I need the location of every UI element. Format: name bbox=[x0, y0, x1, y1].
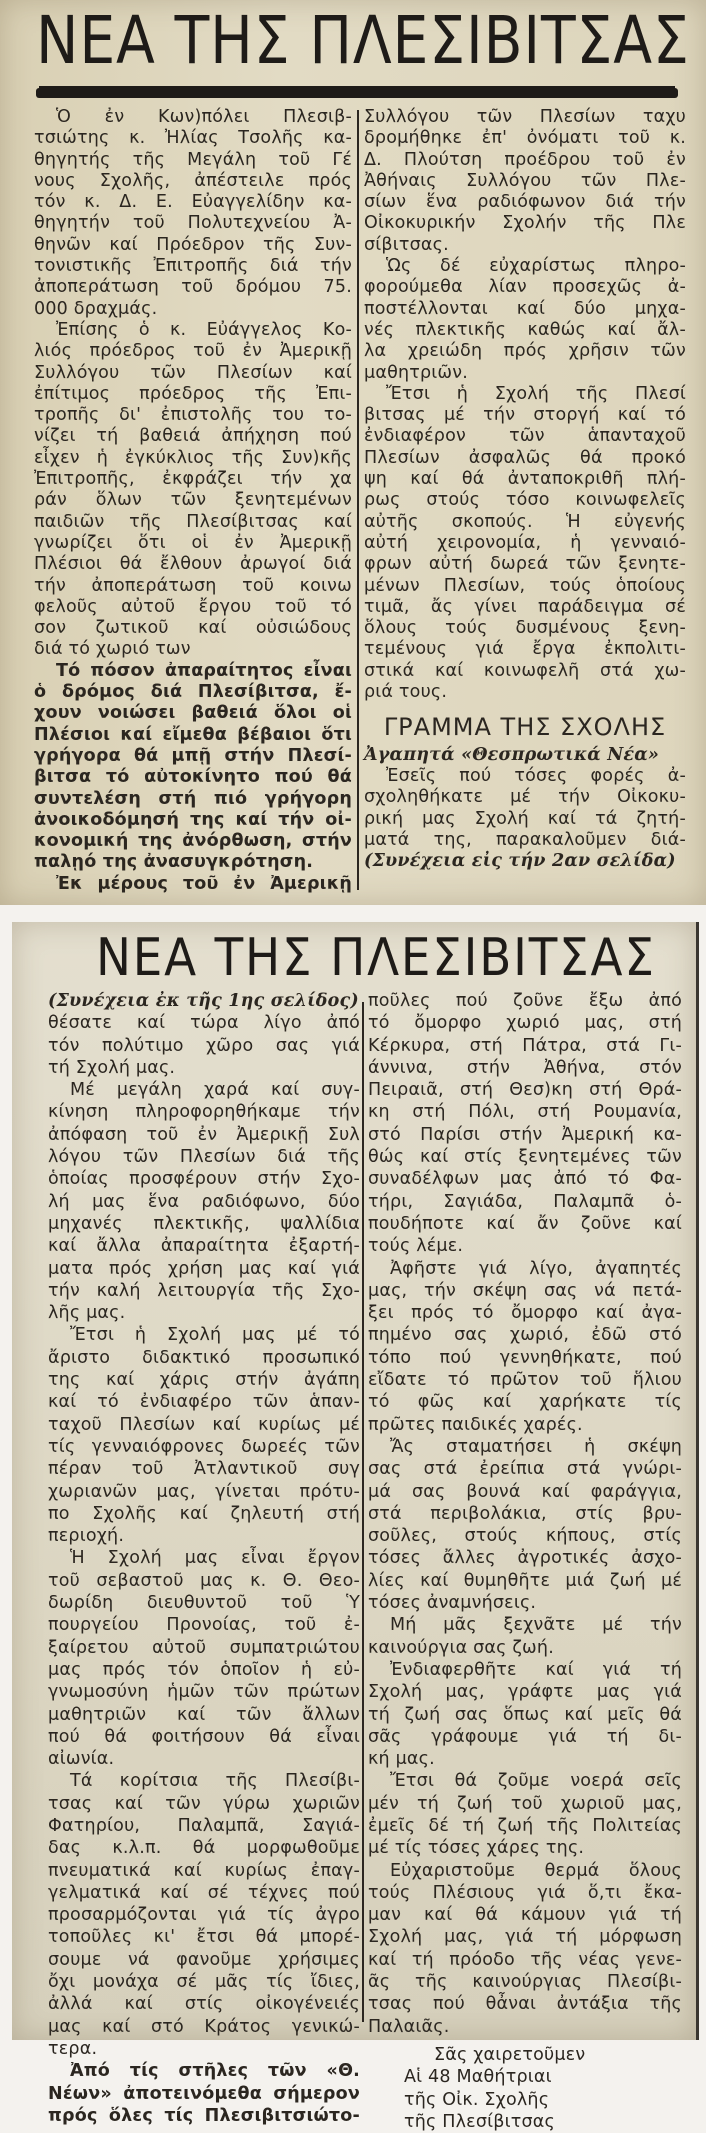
text-line: καινούργια σας ζωή. bbox=[368, 1637, 554, 1658]
text-line: πνευματικά καί κυρίως ἐπαγ- bbox=[48, 1860, 360, 1881]
text-line: πέραν τοῦ Ἀτλαντικοῦ συγ bbox=[48, 1459, 360, 1480]
paragraph bbox=[48, 1770, 360, 2060]
text-line: Σχολή μας, γιά τή μόρφωση bbox=[368, 1927, 682, 1948]
text-line: ὁ δρόμος διά Πλεσίβιτσα, ἔ- bbox=[34, 682, 352, 703]
paragraph bbox=[48, 1324, 360, 1547]
text-line: λίες καί θυμηθῆτε μιά ζωή μέ bbox=[368, 1570, 682, 1591]
text-line: μας πρός τόν ὁποῖον ἡ εὐ- bbox=[48, 1659, 360, 1680]
text-line: Σχολή μας, γράφτε μας γιά bbox=[368, 1682, 682, 1703]
text-line: βιτσα τό αὐτοκίνητο πού θά bbox=[34, 767, 352, 788]
text-line: ματα πρός χρήση μας καί γιά bbox=[48, 1258, 360, 1279]
paragraph bbox=[34, 107, 352, 320]
text-line: ἀποπεράτωση τοῦ δρόμου 75. bbox=[34, 277, 352, 298]
text-line: θηνῶν καί Πρόεδρον τῆς Συν- bbox=[34, 234, 352, 255]
text-line: σχοληθήκατε μέ τήν Οἰκοκυ- bbox=[364, 787, 686, 808]
text-line: Εὐχαριστοῦμε θερμά ὅλους bbox=[390, 1860, 682, 1881]
text-line: γνωμοσύνη ἡμῶν τῶν πρώτων bbox=[48, 1682, 360, 1703]
text-line: Τό πόσον ἀπαραίτητος εἶναι bbox=[56, 660, 352, 681]
paragraph bbox=[364, 107, 686, 256]
text-line: κίνηση πληροφορηθήκαμε τήν bbox=[48, 1102, 360, 1123]
text-line: τροπῆς δι' ἐπιστολῆς του το- bbox=[34, 405, 352, 426]
paragraph bbox=[48, 1547, 360, 1770]
text-line: σουμε νά φανοῦμε χρήσιμες bbox=[48, 1949, 360, 1970]
paragraph bbox=[368, 1770, 682, 1859]
text-line: πρῶτες παιδικές χαρές. bbox=[368, 1414, 583, 1435]
paragraph bbox=[364, 766, 686, 851]
text-line: αἰωνία. bbox=[48, 1749, 115, 1770]
column-left bbox=[34, 107, 352, 895]
text-line: μας καί στό Κράτος γενικώ- bbox=[48, 2016, 360, 2037]
text-line: ταχοῦ Πλεσίων καί κυρίως μέ bbox=[48, 1414, 360, 1435]
text-line: 000 δραχμάς. bbox=[34, 298, 158, 319]
text-line: τόπο πού γεννηθήκατε, πού bbox=[368, 1347, 682, 1368]
italic-note bbox=[364, 745, 686, 766]
text-line: Ἀφῆστε γιά λίγο, ἀγαπητές bbox=[390, 1258, 682, 1279]
text-line: τόσες ἀναμνήσεις. bbox=[368, 1593, 537, 1614]
paragraph bbox=[368, 1860, 682, 2038]
text-line: τσιώτης κ. Ἠλίας Τσολῆς κα- bbox=[34, 128, 352, 149]
text-line: ἐπίτιμος πρόεδρος τῆς Ἐπι- bbox=[34, 383, 352, 404]
text-line: τό φῶς καί χαρήκατε τίς bbox=[368, 1392, 682, 1413]
text-line: κονομική της ἀνόρθωση, στήν bbox=[34, 831, 352, 852]
text-line: πρός ὅλες τίς Πλεσιβιτσιώτο- bbox=[48, 2105, 360, 2126]
text-line: νές πλεκτικῆς καθώς καί ἄλ- bbox=[364, 319, 686, 340]
text-line: δρομήθηκε ἐπ' ὀνόματι τοῦ κ. bbox=[364, 128, 686, 149]
text-line: ράν ὅλων τῶν ξενητεμένων bbox=[34, 490, 352, 511]
paragraph bbox=[34, 874, 352, 895]
text-line: ᾶς τῆς καινούργιας Πλεσίβι- bbox=[368, 1972, 682, 1993]
text-line: (Συνέχεια ἐκ τῆς 1ης σελίδος) bbox=[48, 991, 359, 1011]
text-line: αὐτῆς σκοπούς. Ἡ εὐγενής bbox=[364, 511, 686, 532]
text-line: Ἀθήναις Συλλόγου τῶν Πλε- bbox=[364, 170, 686, 191]
text-line: μαν καί θά κάμουν γιά τή bbox=[368, 1905, 682, 1926]
text-line: Ἔτσι ἡ Σχολή τῆς Πλεσί bbox=[386, 383, 686, 404]
text-line: Οἰκοκυρικήν Σχολήν τῆς Πλε bbox=[364, 213, 686, 234]
text-line: μαθητριῶν. bbox=[364, 362, 469, 383]
text-line: Πλεσίων ἀσφαλῶς θά προκό bbox=[364, 447, 686, 468]
text-line: τοποῦλες κι' ἔτσι θά μπορέ- bbox=[48, 1927, 360, 1948]
text-line: συντελέση στή πιό γρήγορη bbox=[34, 788, 352, 809]
text-line: Ὁ ἐν Κων)πόλει Πλεσιβ- bbox=[56, 107, 352, 127]
text-line: Πλέσιοι καί εἴμεθα βέβαιοι ὅτι bbox=[34, 724, 352, 745]
text-line: Πλέσιοι θά ἔλθουν ἀρωγοί διά bbox=[34, 554, 352, 575]
text-line: στό Παρίσι στήν Ἀμερική κα- bbox=[368, 1124, 682, 1145]
text-line: Ἡ Σχολή μας εἶναι ἔργον bbox=[70, 1548, 360, 1569]
text-line: Ἐσεῖς πού τόσες φορές ἀ- bbox=[386, 765, 686, 786]
text-line: βιτσας μέ τήν στοργή καί τό bbox=[364, 405, 686, 426]
text-line: Ἐκ μέρους τοῦ ἐν Ἀμερικῇ bbox=[56, 873, 352, 894]
text-line: Μή μᾶς ξεχνᾶτε μέ τήν bbox=[390, 1615, 682, 1636]
text-line: μά σας βουνά καί φαράγγια, bbox=[368, 1481, 682, 1502]
text-line: Κέρκυρα, στή Πάτρα, στά Γι- bbox=[368, 1035, 682, 1056]
text-line: ξαίρετου αὐτοῦ συμπατριώτου bbox=[48, 1637, 360, 1658]
text-line: λή μας ἕνα ραδιόφωνο, δύο bbox=[48, 1191, 360, 1212]
masthead-title: ΝΕΑ ΤΗΣ ΠΛΕΣΙΒΙΤΣΑΣ bbox=[36, 2, 690, 79]
text-line: ποῦλες πού ζοῦνε ἔξω ἀπό bbox=[368, 991, 682, 1011]
paragraph bbox=[368, 990, 682, 1258]
paragraph bbox=[364, 256, 686, 384]
text-line: τερα. bbox=[48, 2038, 98, 2059]
text-line: περιοχή. bbox=[48, 1526, 125, 1547]
clipping-page-1 bbox=[0, 0, 706, 905]
text-line: Ἔτσι ἡ Σχολή μας μέ τό bbox=[70, 1325, 360, 1346]
text-line: φορούμεθα λίαν προσεχῶς ἀ- bbox=[364, 277, 686, 298]
text-line: τεμένους γιά ἔργα ἐκπολιτι- bbox=[364, 639, 686, 660]
text-line: Ἄς σταματήσει ἡ σκέψη bbox=[390, 1436, 682, 1457]
column-left bbox=[48, 990, 360, 2127]
text-line: σίων ἕνα ραδιόφωνον διά τήν bbox=[364, 192, 686, 213]
text-line: προσαρμόζονται γιά τίς ἀγρο bbox=[48, 1905, 360, 1926]
text-line: Πειραιᾶ, στή Θεσ)κη στή Θρά- bbox=[368, 1080, 682, 1101]
text-line: εἴδατε τό πρῶτον τοῦ ἥλιου bbox=[368, 1370, 682, 1391]
italic-note bbox=[48, 990, 360, 1012]
paragraph bbox=[48, 1079, 360, 1324]
text-line: ὁποίας προσφέρουν στήν Σχο- bbox=[48, 1169, 360, 1190]
text-line: ΓΡΑΜΜΑ ΤΗΣ ΣΧΟΛΗΣ bbox=[383, 713, 667, 742]
text-line: ρως στούς τόσο κοινωφελεῖς bbox=[364, 490, 686, 511]
text-line: λῆς μας. bbox=[48, 1303, 126, 1324]
text-line: στά περιβολάκια, στίς βρυ- bbox=[368, 1503, 682, 1524]
text-line: Ἀπό τίς στῆλες τῶν «Θ. bbox=[70, 2061, 360, 2082]
text-line: τόν πολύτιμο χῶρο σας γιά bbox=[48, 1035, 360, 1056]
text-line: τσας πού θἆναι ἀντάξια τῆς bbox=[368, 1994, 682, 2015]
text-line: της καί χάρις στήν ἀγάπη bbox=[48, 1370, 360, 1391]
text-line: Δ. Πλούτση προέδρου τοῦ ἐν bbox=[364, 149, 686, 170]
text-line: ἀνοικοδόμησή της καί τήν οἰ- bbox=[34, 809, 352, 830]
text-line: Ἔτσι θά ζοῦμε νοερά σεῖς bbox=[390, 1771, 682, 1792]
text-line: ψη καί θά ἀνταποκριθῆ πλή- bbox=[364, 469, 686, 490]
text-line: κη στή Πόλι, στή Ρουμανία, bbox=[368, 1102, 682, 1123]
text-line: τόσες ἄλλες ἀγροτικές ἀσχο- bbox=[368, 1548, 682, 1569]
text-line: Συλλόγου τῶν Πλεσίων καί bbox=[34, 362, 352, 383]
text-line: ὄχι μονάχα σέ μᾶς τίς ἴδιες, bbox=[48, 1972, 360, 1993]
text-line: ξει πρός τό ὄμορφο καί ἀγα- bbox=[368, 1303, 682, 1324]
section-heading bbox=[364, 703, 686, 744]
text-line: πού θά φοιτήσουν θά εἶναι bbox=[48, 1726, 360, 1747]
text-line: Συλλόγου τῶν Πλεσίων ταχυ bbox=[364, 107, 686, 127]
text-line: τονιστικῆς Ἐπιτροπῆς διά τήν bbox=[34, 256, 352, 277]
text-line: συναδέλφων μας ἀπό τό Φα- bbox=[368, 1169, 682, 1190]
text-line: ἀλλά καί στίς οἰκογένειές bbox=[48, 1994, 360, 2015]
text-line: μέν τή ζωή τοῦ χωριοῦ μας, bbox=[368, 1793, 682, 1814]
text-line: κή μας. bbox=[368, 1749, 435, 1770]
paragraph bbox=[368, 1659, 682, 1770]
text-line: (Συνέχεια εἰς τήν 2αν σελίδα) bbox=[364, 851, 676, 872]
text-line: θηγητής τῆς Μεγάλη τοῦ Γέ bbox=[34, 149, 352, 170]
text-line: τήν ἀποπεράτωση τοῦ κοινω bbox=[34, 575, 352, 596]
text-line: λα χρειώδη πρός χρῆσιν τῶν bbox=[364, 341, 686, 362]
text-line: πουργείου Προνοίας, τοῦ ἐ- bbox=[48, 1615, 360, 1636]
text-line: διά τό χωριό των bbox=[34, 639, 191, 660]
text-line: τούς λέμε. bbox=[368, 1236, 464, 1257]
text-line: στικά καί κοινωφελῆ στά χω- bbox=[364, 660, 686, 681]
text-line: ρική μας Σχολή καί τά ζητή- bbox=[364, 808, 686, 829]
text-line: θηγητήν τοῦ Πολυτεχνείου Ἀ- bbox=[34, 213, 352, 234]
paragraph bbox=[368, 1614, 682, 1659]
text-line: σίβιτσας. bbox=[364, 234, 449, 255]
text-line: Αἱ 48 Μαθήτριαι bbox=[404, 2067, 552, 2088]
text-line: θώς καί στίς ξενητεμένες τῶν bbox=[368, 1147, 682, 1168]
text-line: Σᾶς χαιρετοῦμεν bbox=[434, 2044, 586, 2065]
text-line: δας κ.λ.π. θά μορφωθοῦμε bbox=[48, 1838, 360, 1859]
text-line: μαθητριῶν καί τῶν ἄλλων bbox=[48, 1704, 360, 1725]
text-line: τήρι, Σαγιάδα, Παλαμπᾶ ὁ- bbox=[368, 1191, 682, 1212]
text-line: πημένο σας χωριό, ἐδῶ στό bbox=[368, 1325, 682, 1346]
masthead-title: ΝΕΑ ΤΗΣ ΠΛΕΣΙΒΙΤΣΑΣ bbox=[96, 928, 656, 988]
text-line: άννινα, στήν Ἀθήνα, στόν bbox=[368, 1057, 682, 1078]
text-line: γελματικά καί σέ τέχνες πού bbox=[48, 1882, 360, 1903]
text-line: ἄριστο διδακτικό προσωπικό bbox=[48, 1347, 360, 1368]
column-right bbox=[364, 107, 686, 872]
text-line: Ἐπίσης ὁ κ. Εὐάγγελος Κο- bbox=[56, 319, 352, 340]
text-line: τοῦ σεβαστοῦ μας κ. Θ. Θεο- bbox=[48, 1570, 360, 1591]
text-line: τῆς Οἰκ. Σχολῆς bbox=[404, 2089, 550, 2110]
paragraph bbox=[48, 1012, 360, 1079]
text-line: φρων αὐτή δωρεά τῶν ξενητε- bbox=[364, 554, 686, 575]
paragraph bbox=[368, 1436, 682, 1614]
text-line: ἐνδιαφέρον τῶν ἁπανταχοῦ bbox=[364, 426, 686, 447]
text-line: φελοῦς αὐτοῦ ἔργου τοῦ τό bbox=[34, 596, 352, 617]
text-line: τήν καλή λειτουργία τῆς Σχο- bbox=[48, 1280, 360, 1301]
column-right bbox=[368, 990, 682, 2133]
column-divider bbox=[362, 1002, 364, 2022]
text-line: μας, τήν σκέψη σας νά πετά- bbox=[368, 1280, 682, 1301]
text-line: Τά κορίτσια τῆς Πλεσίβι- bbox=[70, 1771, 360, 1792]
text-line: μένων Πλεσίων, τούς ὁποίους bbox=[364, 575, 686, 596]
text-line: ἐμεῖς δέ τή ζωή τῆς Πολιτείας bbox=[368, 1815, 682, 1836]
text-line: δωρίδη διευθυντοῦ τοῦ Ὑ bbox=[48, 1593, 360, 1614]
text-line: τῆς Πλεσίβιτσας bbox=[404, 2111, 555, 2132]
text-line: εἶχεν ἡ ἐγκύκλιος τῆς Συν)κῆς bbox=[34, 447, 352, 468]
text-line: χωριανῶν μας, γίνεται πρότυ- bbox=[48, 1481, 360, 1502]
text-line: σοῦλες, στούς κήπους, στίς bbox=[368, 1526, 682, 1547]
text-line: Μέ μεγάλη χαρά καί συγ- bbox=[70, 1080, 360, 1101]
text-line: παλῃό της ἀνασυγκρότηση. bbox=[34, 852, 314, 873]
text-line: γρήγορα θά μπῇ στήν Πλεσί- bbox=[34, 745, 352, 766]
text-line: μηχανές πλεκτικῆς, ψαλλίδια bbox=[48, 1213, 360, 1234]
text-line: λιός πρόεδρος τοῦ ἐν Ἀμερικῇ bbox=[34, 341, 352, 362]
text-line: χουν νοιώσει βαθειά ὅλοι οἱ bbox=[34, 703, 352, 724]
text-line: σας στά ἐρείπια στά γνώρι- bbox=[368, 1459, 682, 1480]
text-line: πουδήποτε καί ἄν ζοῦνε καί bbox=[368, 1213, 682, 1234]
text-line: τιμᾶ, ἄς γίνει παράδειγμα σέ bbox=[364, 596, 686, 617]
text-line: καί τό ἐνδιαφέρο τῶν ἁπαν- bbox=[48, 1392, 360, 1413]
paragraph bbox=[364, 384, 686, 703]
column-divider bbox=[357, 110, 359, 890]
text-line: τίς γενναιόφρονες δωρεές τῶν bbox=[48, 1436, 360, 1457]
text-line: τούς Πλέσιους γιά ὅ,τι ἔκα- bbox=[368, 1882, 682, 1903]
text-line: ριά τους. bbox=[364, 682, 448, 703]
text-line: τή Σχολή μας. bbox=[48, 1057, 176, 1078]
text-line: Φατηρίου, Παλαμπᾶ, Σαγιά- bbox=[48, 1815, 360, 1836]
text-line: καί ἄλλα ἀπαραίτητα ἐξαρτή- bbox=[48, 1236, 360, 1257]
italic-note bbox=[364, 851, 686, 872]
masthead-rule bbox=[36, 88, 678, 98]
paragraph bbox=[34, 320, 352, 661]
text-line: μέ τίς τόσες χάρες της. bbox=[368, 1838, 585, 1859]
text-line: τσας καί τῶν γύρω χωριῶν bbox=[48, 1793, 360, 1814]
text-line: ἀπόφαση τοῦ ἐν Ἀμερικῇ Συλ bbox=[48, 1124, 360, 1145]
paragraph bbox=[368, 1258, 682, 1436]
signature bbox=[368, 2038, 682, 2133]
text-line: ὅλους τούς δυσμένους ξενη- bbox=[364, 618, 686, 639]
text-line: αὐτή χειρονομία, ἡ γενναιό- bbox=[364, 532, 686, 553]
text-line: καί τή πρόοδο τῆς νέας γενε- bbox=[368, 1949, 682, 1970]
text-line: τή ζωή σας ὅπως καί μεῖς θά bbox=[368, 1704, 682, 1725]
text-line: νους Σχολῆς, ἀπέστειλε πρός bbox=[34, 170, 352, 191]
text-line: θέσατε καί τώρα λίγο ἀπό bbox=[48, 1013, 360, 1034]
text-line: σον ζωτικοῦ καί οὐσιώδους bbox=[34, 618, 352, 639]
text-line: νίζει τή βαθειά ἀπήχηση πού bbox=[34, 426, 352, 447]
text-line: Ἐνδιαφερθῆτε καί γιά τή bbox=[390, 1659, 682, 1680]
text-line: τό ὄμορφο χωριό μας, στή bbox=[368, 1013, 682, 1034]
text-line: τόν κ. Δ. Ε. Εὐαγγελίδην κα- bbox=[34, 192, 352, 213]
text-line: Νέων» ἀποτεινόμεθα σήμερον bbox=[48, 2083, 360, 2104]
text-line: λόγου τῶν Πλεσίων διά τῆς bbox=[48, 1147, 360, 1168]
text-line: σᾶς γράφουμε γιά τή δι- bbox=[368, 1726, 682, 1747]
text-line: Παλαιᾶς. bbox=[368, 2016, 450, 2037]
text-line: ματά της, παρακαλοῦμεν διά- bbox=[364, 829, 686, 850]
text-line: Ἐπιτροπῆς, ἐκφράζει τήν χα bbox=[34, 469, 352, 490]
text-line: ποστέλλονται καί δύο μηχα- bbox=[364, 298, 686, 319]
text-line: Ἀγαπητά «Θεσπρωτικά Νέα» bbox=[364, 744, 660, 765]
text-line: παιδιῶν τῆς Πλεσίβιτσας καί bbox=[34, 511, 352, 532]
text-line: πο Σχολῆς καί ζηλευτή στή bbox=[48, 1503, 360, 1524]
text-line: Ὡς δέ εὐχαρίστως πληρο- bbox=[386, 256, 686, 277]
text-line: γνωρίζει ὅτι οἱ ἐν Ἀμερικῇ bbox=[34, 532, 352, 553]
clipping-page-2 bbox=[12, 922, 699, 2132]
paragraph bbox=[34, 661, 352, 874]
paragraph bbox=[48, 2060, 360, 2127]
